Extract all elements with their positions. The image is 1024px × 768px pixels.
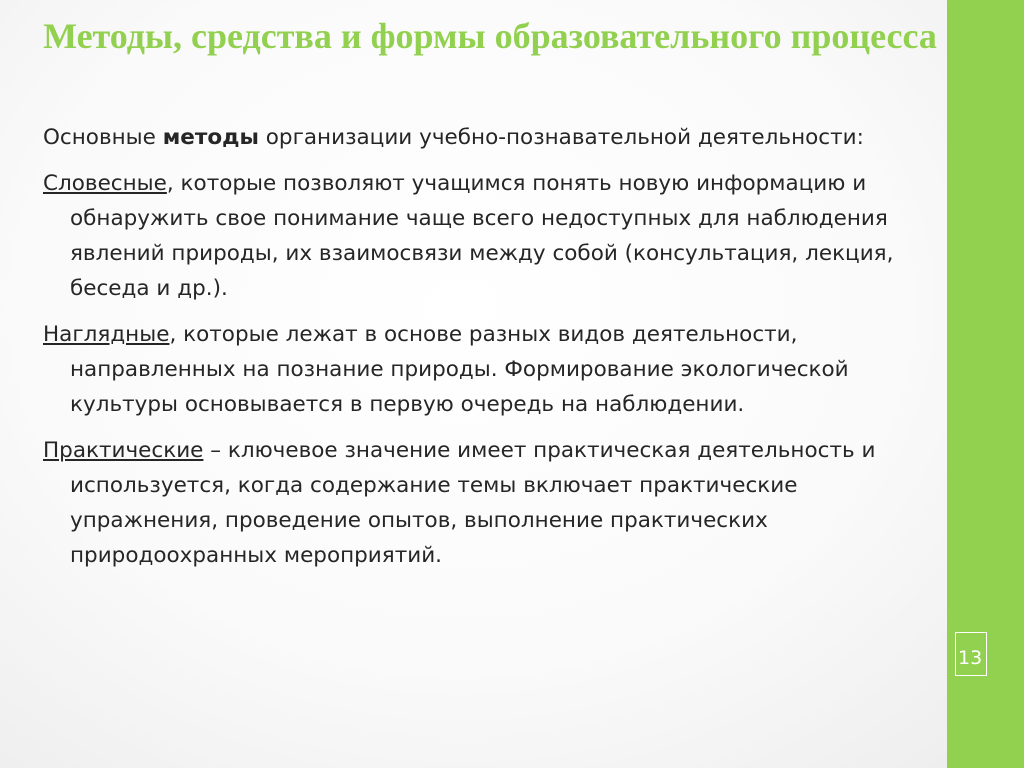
slide-body: [43, 120, 933, 584]
method-verbal: [43, 166, 933, 306]
intro-bold-word: методы: [162, 125, 259, 150]
method-term: Наглядные: [43, 322, 170, 347]
intro-text-end: организации учебно-познавательной деятельности:: [258, 125, 864, 150]
method-term: Словесные: [43, 171, 167, 196]
slide-title: Методы, средства и формы образовательного процесса: [43, 16, 937, 56]
intro-text-start: Основные: [43, 125, 163, 150]
method-description: , которые позволяют учащимся понять новую информацию и обнаружить свое понимание чаще всего недоступных для наблюдения явлений природы, их взаимосвязи между собой (консультация, лекция, беседа и др.).: [70, 171, 894, 301]
intro-paragraph: [43, 120, 933, 155]
page-number: 13: [958, 647, 983, 669]
method-practical: [43, 433, 933, 573]
method-description: , которые лежат в основе разных видов деятельности, направленных на познание природы. Формирование экологической культуры основывается в первую очередь на наблюдении.: [70, 322, 849, 417]
method-visual: [43, 317, 933, 422]
method-description: – ключевое значение имеет практическая деятельность и используется, когда содержание темы включает практические упражнения, проведение опытов, выполнение практических природоохранных мероприятий.: [70, 438, 876, 568]
method-term: Практические: [43, 438, 204, 463]
